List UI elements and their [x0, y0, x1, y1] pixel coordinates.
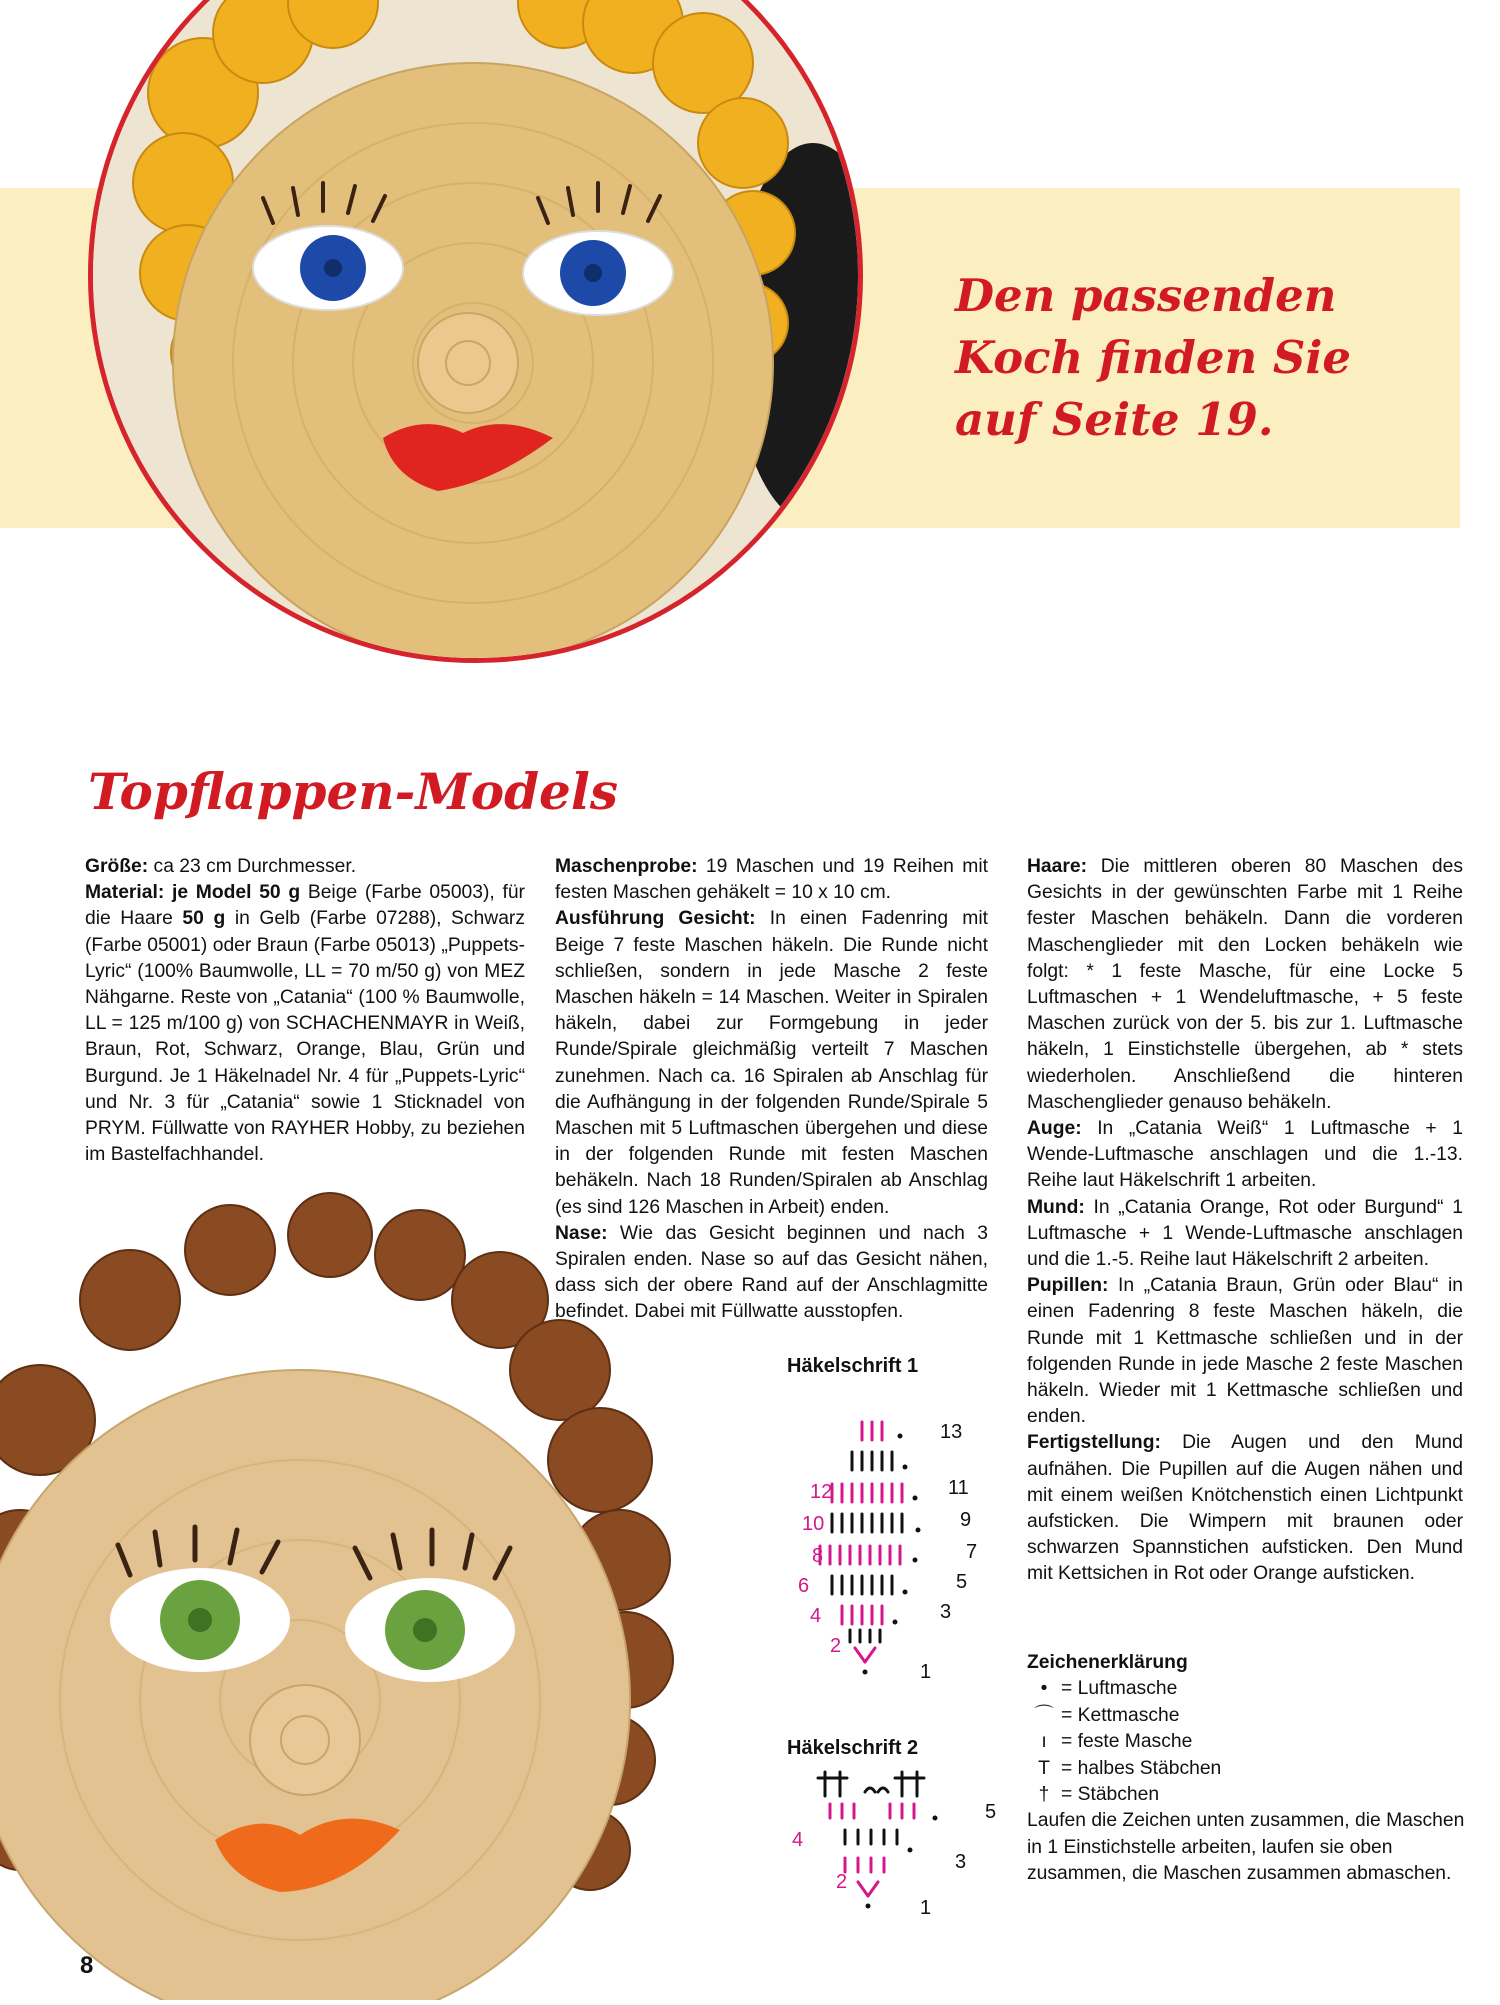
legend-label-double: = Stäbchen — [1061, 1784, 1160, 1806]
label-nose: Nase: — [555, 1222, 608, 1244]
label-material: Material: je Model 50 g — [85, 882, 301, 904]
half-double-crochet-icon: T — [1038, 1757, 1050, 1779]
c1-right-label: 1 — [920, 1661, 932, 1680]
c2-right-label: 1 — [920, 1897, 932, 1919]
article-title: Topflappen-Models — [88, 762, 618, 821]
mouth-text: In „Catania Orange, Rot oder Burgund“ 1 Luftmasche + 1 Wende-Luftmasche anschlagen und die 1.-5. Reihe laut Häkelschrift 2 arbeiten. — [1027, 1196, 1463, 1271]
c1-right-label: 9 — [960, 1509, 972, 1531]
promo-line-2: Koch finden Sie — [955, 331, 1352, 384]
double-crochet-icon: † — [1038, 1784, 1050, 1806]
single-crochet-icon: ı — [1041, 1731, 1047, 1753]
label-size: Größe: — [85, 856, 149, 877]
c1-left-label: 10 — [802, 1513, 825, 1535]
c1-right-label: 7 — [966, 1541, 978, 1563]
legend-item-single — [1027, 1729, 1467, 1755]
label-hair: Haare: — [1027, 856, 1088, 877]
c2-right-label: 5 — [985, 1801, 997, 1823]
finish-text: Die Augen und den Mund aufnähen. Die Pupillen auf die Augen nähen und mit einem weißen Knötchenstich einen Lichtpunkt aufsticken. Die Wimpern mit braunen oder schwarzen Spannstichen aufsticken. Den Mund mit Kettsichen in Rot oder Orange aufsticken. — [1027, 1432, 1463, 1585]
c1-left-label: 2 — [830, 1635, 842, 1657]
brunette-face-illustration — [0, 1180, 740, 2000]
chart-1-heading: Häkelschrift 1 — [787, 1355, 919, 1377]
crochet-chart-1 — [770, 1380, 1030, 1680]
legend-label-single: = feste Masche — [1061, 1731, 1193, 1753]
legend-item-chain — [1027, 1676, 1467, 1702]
legend-label-half-double: = halbes Stäbchen — [1061, 1757, 1222, 1779]
crochet-chart-2 — [770, 1762, 1010, 1922]
legend-heading: Zeichenerklärung — [1027, 1652, 1188, 1673]
pupil-text: In „Catania Braun, Grün oder Blau“ in einen Fadenring 8 feste Maschen häkeln, die Runde mit 1 Kettmasche schließen und in der folgenden Runde in jede Masche 2 feste Maschen häkeln. Wieder mit 1 Kettmasche schließen und enden. — [1027, 1275, 1463, 1428]
c1-left-label: 4 — [810, 1605, 822, 1627]
eye-text: In „Catania Weiß“ 1 Luftmasche + 1 Wende-Luftmasche anschlagen und die 1.-13. Reihe laut Häkelschrift 1 arbeiten. — [1027, 1118, 1463, 1192]
c1-left-label: 6 — [798, 1575, 810, 1597]
legend-item-half-double — [1027, 1756, 1467, 1782]
label-face: Ausführung Gesicht: — [555, 908, 756, 930]
c2-left-label: 2 — [836, 1871, 848, 1893]
c1-right-label: 3 — [940, 1601, 952, 1623]
chain-stitch-icon: • — [1040, 1678, 1048, 1700]
c1-right-label: 11 — [948, 1477, 969, 1499]
material-bold-amount: 50 g — [182, 908, 226, 930]
label-mouth: Mund: — [1027, 1196, 1085, 1218]
symbol-legend — [1027, 1650, 1467, 1888]
size-text: ca 23 cm Durchmesser. — [148, 856, 357, 877]
face-text: In einen Fadenring mit Beige 7 feste Maschen häkeln. Die Runde nicht schließen, sondern in jede Masche 2 feste Maschen häkeln = 14 Maschen. Weiter in Spiralen häkeln, dabei zur Formgebung in jeder Runde/Spirale gleichmäßig verteilt 7 Maschen zunehmen. Nach ca. 16 Spiralen ab Anschlag für die Aufhängung in der folgenden Runde/Spirale 5 Maschen mit 5 Luftmaschen übergehen und diese in der folgenden Runde mit festen Maschen behäkeln. Nach 18 Runden/Spiralen ab Anschlag (es sind 126 Maschen in Arbeit) enden. — [555, 908, 988, 1218]
slip-stitch-icon: ⌒ — [1034, 1704, 1054, 1726]
nose-text: Wie das Gesicht beginnen und nach 3 Spiralen enden. Nase so auf das Gesicht nähen, dass sich der obere Rand auf der Anschlagmitte befindet. Dabei mit Füllwatte ausstopfen. — [555, 1222, 988, 1323]
gauge-text: 19 Maschen und 19 Reihen mit festen Maschen gehäkelt = 10 x 10 cm. — [555, 856, 988, 904]
label-finish: Fertigstellung: — [1027, 1432, 1161, 1454]
blonde-face-illustration — [93, 0, 863, 663]
column-3 — [1027, 854, 1463, 1588]
page-number: 8 — [80, 1952, 94, 1979]
label-eye: Auge: — [1027, 1118, 1082, 1140]
legend-label-chain: = Luftmasche — [1061, 1678, 1178, 1700]
c2-left-label: 4 — [792, 1829, 804, 1851]
material-text-b: in Gelb (Farbe 07288), Schwarz (Farbe 05001) oder Braun (Farbe 05013) „Puppets-Lyric“ (100% Baumwolle, LL = 70 m/50 g) von MEZ Nähgarne. Reste von „Catania“ (100 % Baumwolle, LL = 125 m/100 g) von SCHACHENMAYR in Weiß, Braun, Rot, Schwarz, Orange, Blau, Grün und Burgund. Je 1 Häkelnadel Nr. 4 für „Puppets-Lyric“ und Nr. 3 für „Catania“ sowie 1 Sticknadel von PRYM. Füllwatte von RAYHER Hobby, zu beziehen im Bastelfachhandel. — [85, 908, 525, 1166]
legend-item-slip — [1027, 1703, 1467, 1729]
legend-item-double — [1027, 1782, 1467, 1808]
c1-right-label: 13 — [940, 1421, 963, 1443]
material-text-a: Beige (Farbe 05003), für die Haare — [85, 882, 525, 930]
legend-note: Laufen die Zeichen unten zusammen, die Maschen in 1 Einstichstelle arbeiten, laufen sie oben zusammen, die Maschen zusammen abmaschen. — [1027, 1810, 1465, 1885]
brunette-potholder-photo — [0, 1180, 740, 2005]
label-gauge: Maschenprobe: — [555, 856, 698, 877]
chart-2-heading: Häkelschrift 2 — [787, 1737, 919, 1759]
hair-text: Die mittleren oberen 80 Maschen des Gesichts in der gewünschten Farbe mit 1 Reihe fester Maschen behäkeln. Dann die vorderen Maschenglieder mit den Locken behäkeln wie folgt: * 1 feste Masche, für eine Locke 5 Luftmaschen + 1 Wendeluftmasche, + 5 feste Maschen zurück von der 5. bis zur 1. Luftmasche häkeln, 1 Einstichstelle übergehen, ab * stets wiederholen. Anschließend die hinteren Maschenglieder genauso behäkeln. — [1027, 856, 1463, 1113]
promo-line-1: Den passenden — [955, 269, 1337, 322]
c1-left-label: 12 — [810, 1481, 833, 1503]
promo-text — [955, 265, 1435, 451]
c1-left-label: 8 — [812, 1545, 824, 1567]
blonde-potholder-photo — [88, 0, 863, 663]
label-pupil: Pupillen: — [1027, 1275, 1109, 1297]
legend-label-slip: = Kettmasche — [1061, 1704, 1180, 1726]
promo-line-3: auf Seite 19. — [955, 393, 1274, 446]
c2-right-label: 3 — [955, 1851, 967, 1873]
c1-right-label: 5 — [956, 1571, 968, 1593]
column-1 — [85, 854, 525, 1168]
